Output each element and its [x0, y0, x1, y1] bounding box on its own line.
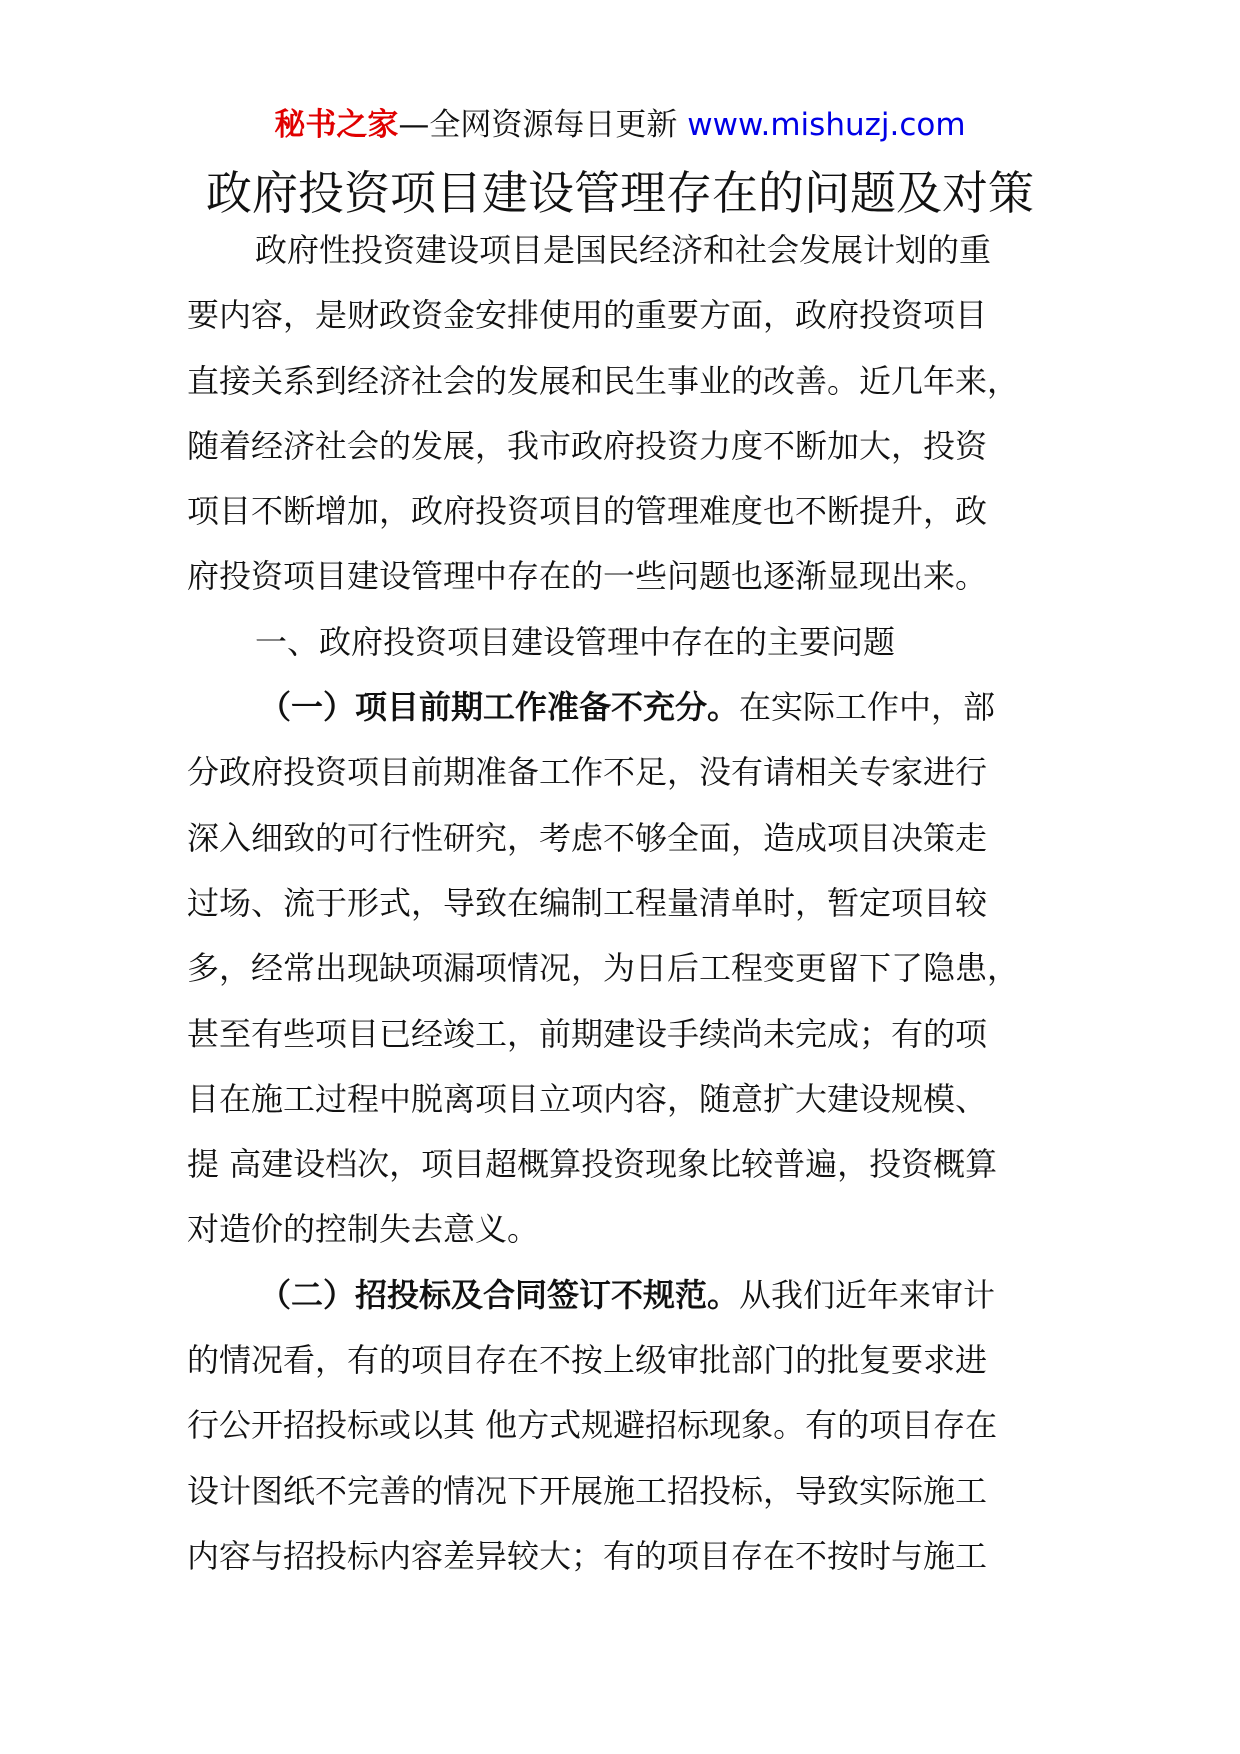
- section2-line: 行公开招投标或以其 他方式规避招标现象。有的项目存在: [187, 1406, 998, 1445]
- intro-line-2: 要内容，是财政资金安排使用的重要方面，政府投资项目: [187, 296, 988, 335]
- section2-line: 内容与招投标内容差异较大；有的项目存在不按时与施工: [187, 1536, 988, 1575]
- header-dash: —: [398, 107, 430, 143]
- section1-line: 甚至有些项目已经竣工，前期建设手续尚未完成；有的项: [187, 1014, 988, 1053]
- section1-line: 分政府投资项目前期准备工作不足，没有请相关专家进行: [187, 753, 988, 792]
- section2-first-line-text: 从我们近年来审计: [739, 1275, 996, 1314]
- site-url[interactable]: www.mishuzj.com: [687, 107, 966, 143]
- intro-line-4: 随着经济社会的发展，我市政府投资力度不断加大，投资: [187, 426, 988, 465]
- section2-line: 设计图纸不完善的情况下开展施工招投标，导致实际施工: [187, 1471, 988, 1510]
- section-heading-main: 一、政府投资项目建设管理中存在的主要问题: [255, 622, 896, 661]
- section1-first-line: [187, 687, 1057, 752]
- section2-line: 的情况看，有的项目存在不按上级审批部门的批复要求进: [187, 1341, 988, 1380]
- section1-line: 目在施工过程中脱离项目立项内容，随意扩大建设规模、: [187, 1079, 988, 1118]
- section2-heading: （二）招投标及合同签订不规范。: [259, 1275, 740, 1314]
- intro-line-6: 府投资项目建设管理中存在的一些问题也逐渐显现出来。: [187, 557, 988, 596]
- section1-heading: （一）项目前期工作准备不充分。: [259, 688, 740, 727]
- section1-line: 深入细致的可行性研究，考虑不够全面，造成项目决策走: [187, 818, 988, 857]
- section1-line: 对造价的控制失去意义。: [187, 1210, 540, 1249]
- site-header: [0, 103, 1240, 147]
- section2-first-line: [187, 1275, 1057, 1340]
- section1-first-line-text: 在实际工作中，部: [739, 688, 996, 727]
- intro-line-3: 直接关系到经济社会的发展和民生事业的改善。近几年来，: [187, 361, 1020, 400]
- document-body: [187, 230, 1057, 1601]
- section1-line: 过场、流于形式，导致在编制工程量清单时，暂定项目较: [187, 883, 988, 922]
- header-slogan: 全网资源每日更新: [429, 107, 678, 143]
- document-title: 政府投资项目建设管理存在的问题及对策: [206, 166, 1034, 220]
- section1-line: 提 高建设档次，项目超概算投资现象比较普遍，投资概算: [187, 1145, 998, 1184]
- intro-line-1: 政府性投资建设项目是国民经济和社会发展计划的重: [255, 231, 992, 269]
- section1-line: 多，经常出现缺项漏项情况，为日后工程变更留下了隐患，: [187, 949, 1020, 988]
- brand-name: 秘书之家: [274, 107, 399, 143]
- intro-line-5: 项目不断增加，政府投资项目的管理难度也不断提升，政: [187, 492, 988, 531]
